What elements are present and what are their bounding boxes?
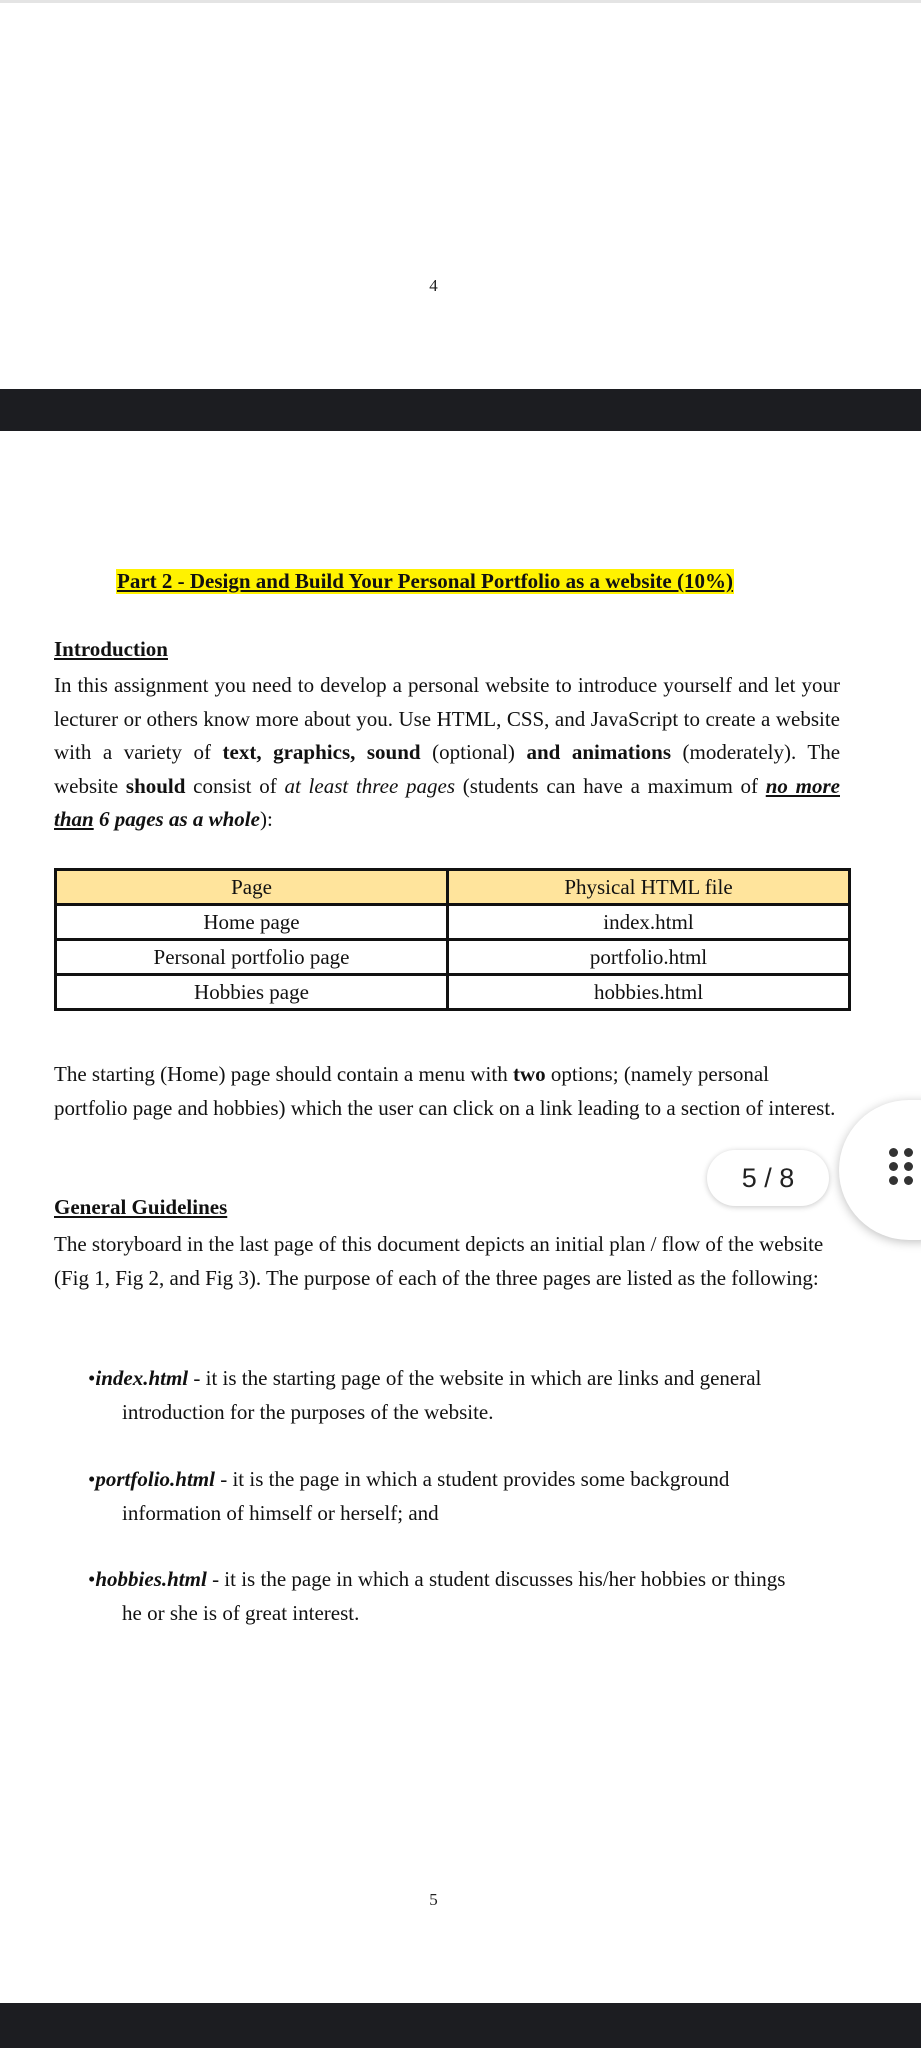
grid-dots-icon [889, 1148, 913, 1185]
page-indicator[interactable]: 5 / 8 [707, 1150, 829, 1206]
menu-button[interactable] [839, 1100, 921, 1240]
introduction-paragraph: In this assignment you need to develop a personal website to introduce yourself and let your lecturer or others know more about you. Use HTML, CSS, and JavaScript to create a website with a variety of text, graphics, sound (optional) and animations (moderately). The website should consist of at least three pages (students can have a maximum of no more than 6 pages as a whole): [54, 673, 841, 832]
introduction-heading: Introduction [54, 637, 168, 661]
home-page-paragraph: The starting (Home) page should contain a menu with two options; (namely personal portfolio page and hobbies) which the user can click on a link leading to a section of interest. [54, 1062, 836, 1120]
table-cell: index.html [448, 905, 850, 940]
pages-table [54, 868, 851, 1011]
list-item: •portfolio.html - it is the page in which a student provides some background information of himself or herself; and [88, 1467, 730, 1525]
page-number-bottom: 5 [429, 1890, 438, 1909]
page-number-top: 4 [429, 276, 438, 295]
table-cell: portfolio.html [448, 940, 850, 975]
table-row [56, 905, 850, 940]
table-row [56, 975, 850, 1010]
list-item: •index.html - it is the starting page of the website in which are links and general introduction for the purposes of the website. [88, 1366, 762, 1424]
table-header-file: Physical HTML file [448, 870, 850, 905]
guidelines-heading: General Guidelines [54, 1195, 228, 1219]
table-cell: Personal portfolio page [56, 940, 448, 975]
table-cell: Home page [56, 905, 448, 940]
guidelines-paragraph: The storyboard in the last page of this document depicts an initial plan / flow of the website (Fig 1, Fig 2, and Fig 3). The purpose of each of the three pages are listed as the following: [54, 1232, 824, 1290]
list-item: •hobbies.html - it is the page in which a student discusses his/her hobbies or things he or she is of great interest. [88, 1567, 786, 1625]
page-gap-bar [0, 2003, 921, 2048]
page-gap-bar [0, 389, 921, 431]
table-header-page: Page [56, 870, 448, 905]
table-row [56, 940, 850, 975]
table-cell: Hobbies page [56, 975, 448, 1010]
table-header-row [56, 870, 850, 905]
top-divider [0, 0, 921, 3]
page-title: Part 2 - Design and Build Your Personal Portfolio as a website (10%) [117, 569, 733, 593]
table-cell: hobbies.html [448, 975, 850, 1010]
